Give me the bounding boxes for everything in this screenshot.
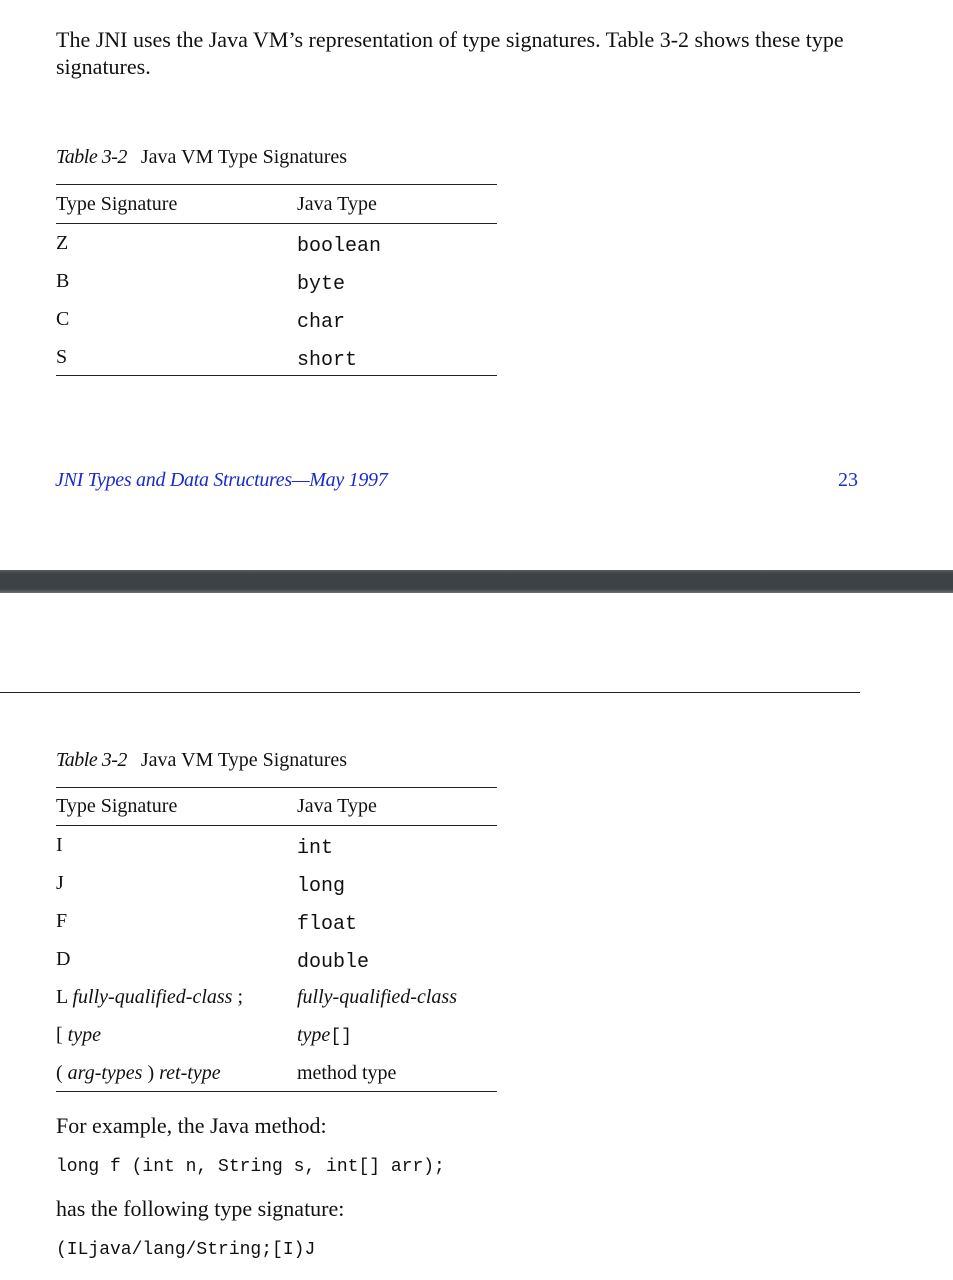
table-row-java-type: float <box>297 913 358 936</box>
type-mono: [] <box>330 1027 352 1047</box>
table-row-signature: I <box>56 834 63 856</box>
table-row-java-type: method type <box>297 1062 397 1084</box>
sig-prefix: ( <box>56 1062 63 1084</box>
table-row-java-type: double <box>297 951 370 974</box>
table-row-java-type: boolean <box>297 235 382 258</box>
table-row-signature <box>56 1062 221 1085</box>
table-top-rule <box>56 184 497 185</box>
intro-paragraph: The JNI uses the Java VM’s representation of type signatures. Table 3-2 shows these type signatures. <box>56 27 844 79</box>
table-header-java-type: Java Type <box>297 795 377 817</box>
table-row-java-type: char <box>297 311 346 334</box>
table-header-rule <box>56 223 497 224</box>
example-intro: For example, the Java method: <box>56 1113 327 1138</box>
table-caption <box>56 749 347 772</box>
table-caption <box>56 146 347 169</box>
table-row-signature: J <box>56 872 64 894</box>
table-row-signature: F <box>56 910 68 932</box>
table-row-signature <box>56 986 243 1009</box>
table-header-signature: Type Signature <box>56 193 178 215</box>
example-code: long f (int n, String s, int[] arr); <box>56 1157 445 1177</box>
table-row-java-type: short <box>297 349 358 372</box>
table-row-java-type <box>297 1024 352 1047</box>
table-caption-label: Table 3-2 <box>56 146 127 168</box>
page-number: 23 <box>838 469 858 491</box>
sig-italic: type <box>67 1024 101 1046</box>
table-row-signature <box>56 1024 101 1047</box>
table-header-rule <box>56 825 497 826</box>
page-header-rule <box>0 692 860 693</box>
table-row-java-type: fully-qualified-class <box>297 986 457 1008</box>
table-row-signature: C <box>56 308 70 330</box>
sig-suffix: ; <box>237 986 244 1008</box>
signature-intro: has the following type signature: <box>56 1196 345 1221</box>
sig-italic: fully-qualified-class <box>72 986 233 1008</box>
table-row-signature: D <box>56 948 71 970</box>
table-row-java-type: long <box>297 875 346 898</box>
table-row-signature: Z <box>56 232 69 254</box>
table-row-signature: S <box>56 346 68 368</box>
table-top-rule <box>56 787 497 788</box>
sig-prefix: L <box>56 986 68 1008</box>
table-row-java-type: byte <box>297 273 346 296</box>
table-bottom-rule <box>56 375 497 376</box>
table-caption-title: Java VM Type Signatures <box>140 749 348 771</box>
sig-suffix: ) <box>147 1062 155 1084</box>
table-row-java-type: int <box>297 837 334 860</box>
table-row-signature: B <box>56 270 70 292</box>
sig-prefix: [ <box>56 1024 63 1046</box>
signature-code: (ILjava/lang/String;[I)J <box>56 1240 316 1260</box>
type-italic: type <box>297 1024 331 1046</box>
table-header-java-type: Java Type <box>297 193 377 215</box>
footer-title: JNI Types and Data Structures—May 1997 <box>55 469 388 491</box>
table-caption-label: Table 3-2 <box>56 749 127 771</box>
table-header-signature: Type Signature <box>56 795 178 817</box>
table-caption-title: Java VM Type Signatures <box>140 146 348 168</box>
page-separator <box>0 570 953 593</box>
sig-italic-2: ret-type <box>159 1062 221 1084</box>
table-bottom-rule <box>56 1091 497 1092</box>
sig-italic: arg-types <box>67 1062 143 1084</box>
